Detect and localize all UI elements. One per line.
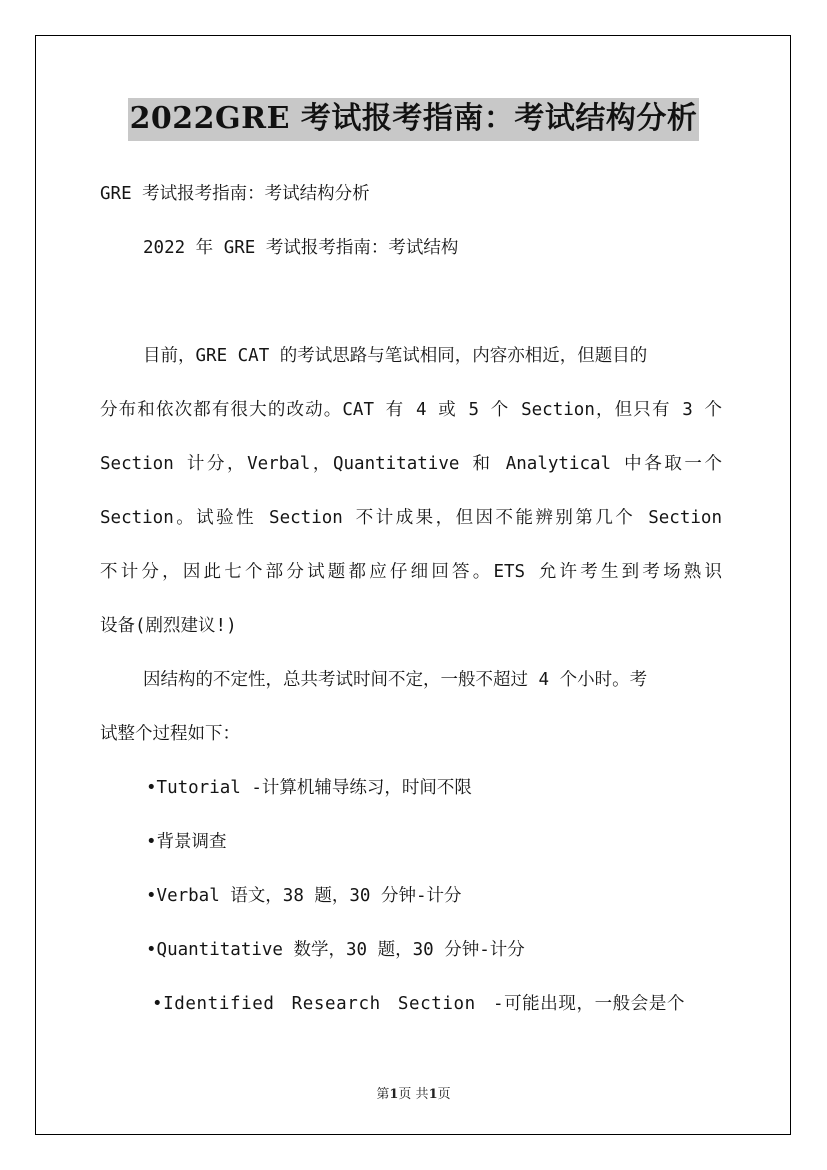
bullet-item: •Identified Research Section -可能出现，一般会是个 [152,994,686,1014]
bullet-item: •Quantitative 数学，30 题，30 分钟-计分 [146,940,525,960]
title-container [0,98,827,141]
paragraph1-line-2: 分布和依次都有很大的改动。CAT 有 4 或 5 个 Section，但只有 3 个 [100,400,722,420]
subheading: 2022 年 GRE 考试报考指南：考试结构 [143,238,459,258]
page-footer [0,1083,827,1102]
footer-page-prefix: 第 [376,1087,390,1102]
bullet-item: •Tutorial -计算机辅导练习，时间不限 [146,778,472,798]
paragraph2-line-1: 因结构的不定性，总共考试时间不定，一般不超过 4 个小时。考 [143,670,648,690]
subtitle: GRE 考试报考指南：考试结构分析 [100,184,370,204]
paragraph1-line-4: Section。试验性 Section 不计成果，但因不能辨别第几个 Section [100,508,722,528]
footer-page-total: 1 [428,1087,438,1102]
paragraph1-line-3: Section 计分，Verbal，Quantitative 和 Analytical 中各取一个 [100,454,722,474]
bullet-item: •Verbal 语文，38 题，30 分钟-计分 [146,886,462,906]
bullet-item: •背景调查 [146,832,227,852]
page-title: 2022GRE 考试报考指南：考试结构分析 [128,98,700,141]
paragraph1-line-5: 不计分，因此七个部分试题都应仔细回答。ETS 允许考生到考场熟识 [100,562,722,582]
paragraph2-line-2: 试整个过程如下： [100,724,240,744]
paragraph1-line-6: 设备(剧烈建议!) [100,616,237,636]
footer-page-number: 1 [389,1087,399,1102]
paragraph1-line-1: 目前，GRE CAT 的考试思路与笔试相同，内容亦相近，但题目的 [143,346,648,366]
footer-page-mid: 页 共 [398,1087,429,1102]
footer-page-suffix: 页 [437,1087,451,1102]
